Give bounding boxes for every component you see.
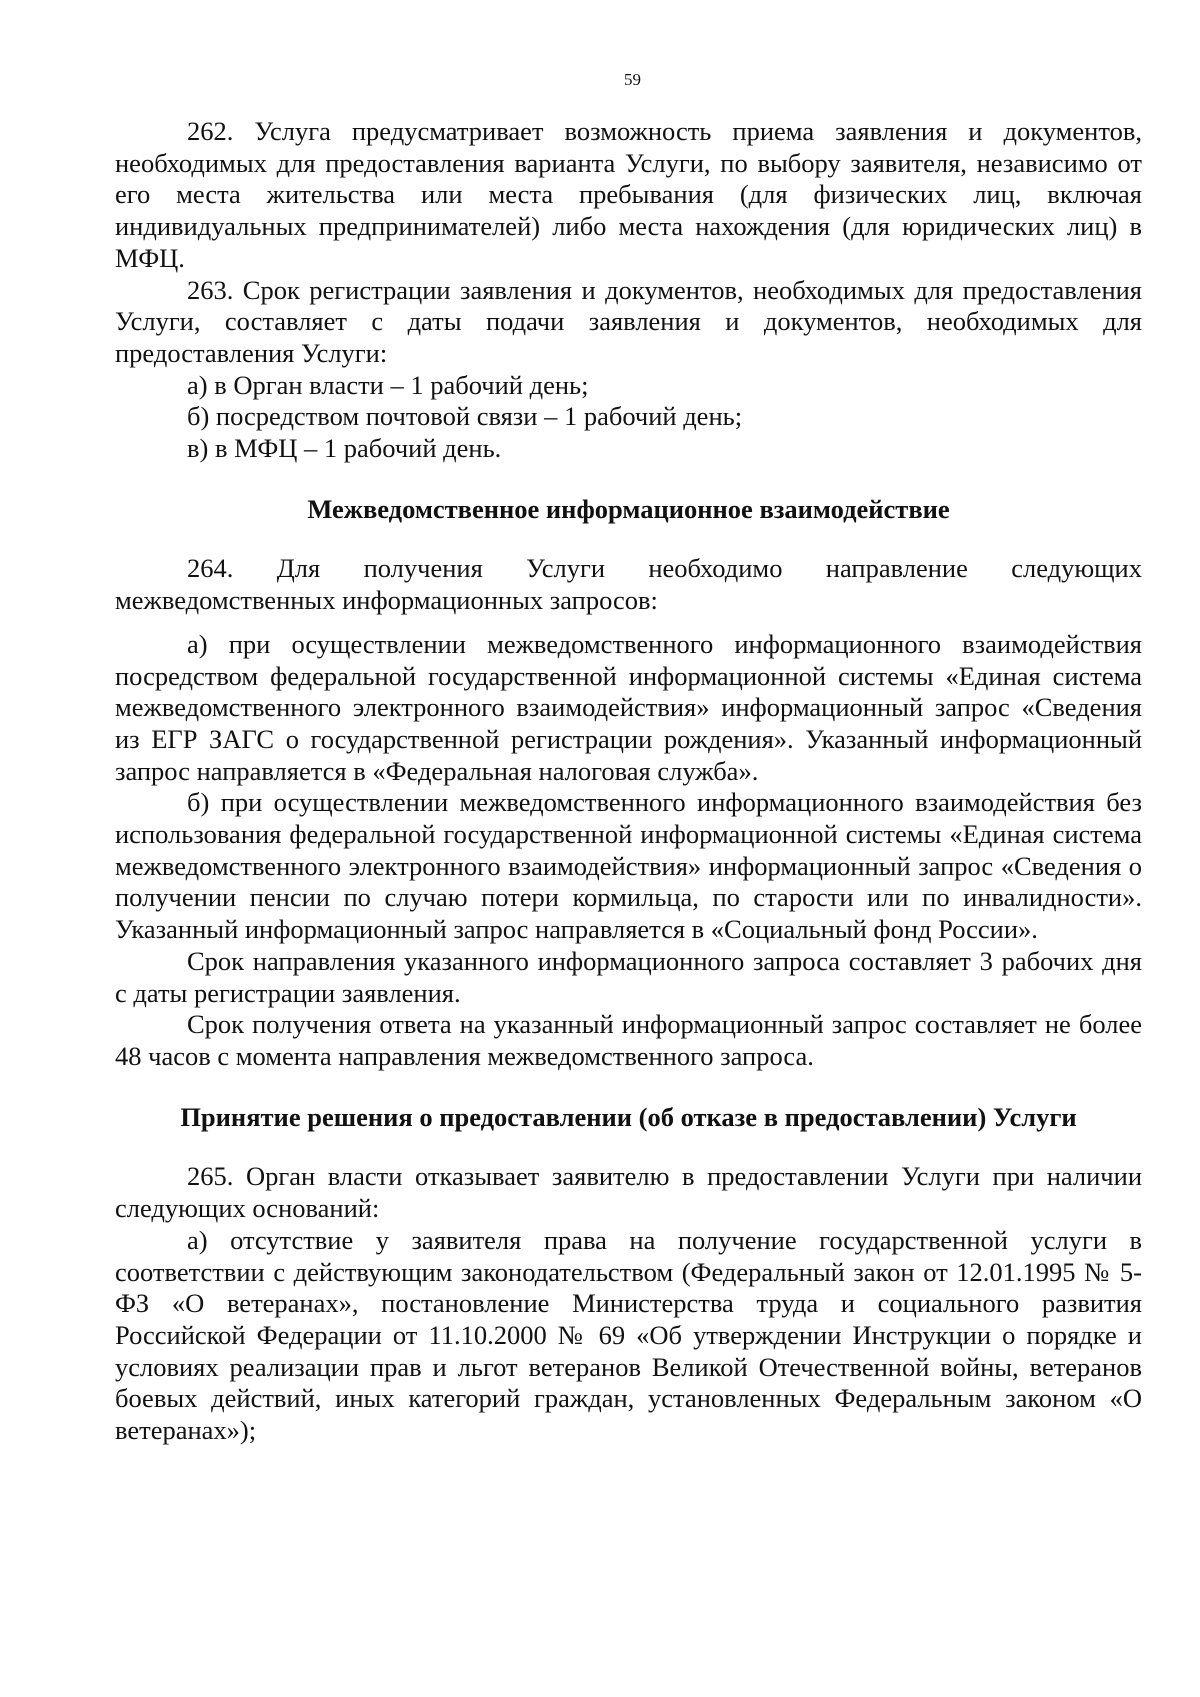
- list-item-265-a: а) отсутствие у заявителя права на получение государственной услуги в соответствии с действующим законодательством (Федеральный закон от 12.01.1995 № 5-ФЗ «О ветеранах», постановление Министерства труда и социального развития Российской Федерации от 11.10.2000 № 69 «Об утверждении Инструкции о порядке и условиях реализации прав и льгот ветеранов Великой Отечественной войны, ветеранов боевых действий, иных категорий граждан, установленных Федеральным законом «О ветеранах»);: [115, 1224, 1142, 1446]
- paragraph-response-deadline: Срок получения ответа на указанный информационный запрос составляет не более 48 часов с момента направления межведомственного запроса.: [115, 1009, 1142, 1071]
- paragraph-263: 263. Срок регистрации заявления и документов, необходимых для предоставления Услуги, составляет с даты подачи заявления и документов, необходимых для предоставления Услуги:: [115, 274, 1142, 368]
- list-item-264-a: а) при осуществлении межведомственного информационного взаимодействия посредством федеральной государственной информационной системы «Единая система межведомственного электронного взаимодействия» информационный запрос «Сведения из ЕГР ЗАГС о государственной регистрации рождения». Указанный информационный запрос направляется в «Федеральная налоговая служба».: [115, 628, 1142, 786]
- section-heading-interagency: Межведомственное информационное взаимодействие: [307, 493, 950, 524]
- section-heading-decision: Принятие решения о предоставлении (об отказе в предоставлении) Услуги: [180, 1101, 1077, 1132]
- list-item-263-a: а) в Орган власти – 1 рабочий день;: [187, 369, 589, 400]
- paragraph-265: 265. Орган власти отказывает заявителю в предоставлении Услуги при наличии следующих оснований:: [115, 1161, 1142, 1224]
- list-item-264-b: б) при осуществлении межведомственного информационного взаимодействия без использования федеральной государственной информационной системы «Единая система межведомственного электронного взаимодействия» информационный запрос «Сведения о получении пенсии по случаю потери кормильца, по старости или по инвалидности». Указанный информационный запрос направляется в «Социальный фонд России».: [115, 787, 1142, 945]
- list-item-263-c: в) в МФЦ – 1 рабочий день.: [187, 433, 502, 464]
- page-number: 59: [624, 70, 641, 89]
- list-item-263-b: б) посредством почтовой связи – 1 рабочий день;: [187, 401, 743, 432]
- document-body: [115, 116, 1142, 1447]
- paragraph-262: 262. Услуга предусматривает возможность приема заявления и документов, необходимых для предоставления варианта Услуги, по выбору заявителя, независимо от его места жительства или места пребывания (для физических лиц, включая индивидуальных предпринимателей) либо места нахождения (для юридических лиц) в МФЦ.: [115, 116, 1142, 273]
- paragraph-264: 264. Для получения Услуги необходимо направление следующих межведомственных информационных запросов:: [115, 553, 1142, 616]
- paragraph-request-deadline: Срок направления указанного информационного запроса составляет 3 рабочих дня с даты регистрации заявления.: [115, 945, 1142, 1008]
